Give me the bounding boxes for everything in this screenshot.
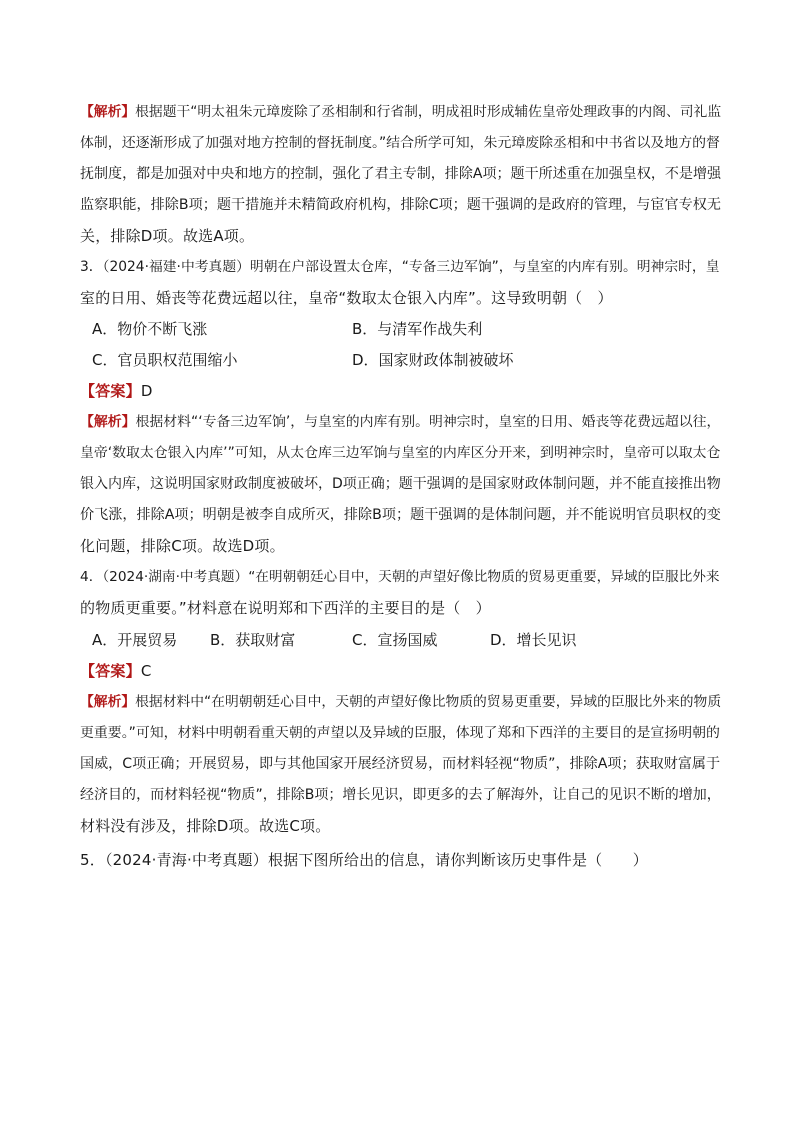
analysis-line: 化问题，排除C项。故选D项。	[80, 537, 285, 555]
option-d: D．增长见识	[490, 631, 577, 649]
question-5-stem: 5．（2024·青海·中考真题）根据下图所给出的信息，请你判断该历史事件是（ ）	[80, 851, 648, 869]
answer-line	[80, 661, 730, 681]
answer-value: D	[140, 382, 153, 400]
option-b: B．与清军作战失利	[352, 320, 483, 338]
answer-tag: 【答案】	[80, 382, 141, 400]
option-c: C．官员职权范围缩小	[92, 351, 238, 369]
analysis-line	[80, 692, 730, 712]
analysis-line: 关，排除D项。故选A项。	[80, 227, 255, 245]
analysis-text: 根据题干“明太祖朱元璋废除了丞相制和行省制，明成祖时形成辅佐皇帝处理政事的内阁、司礼监	[135, 104, 722, 120]
analysis-tag: 【解析】	[80, 104, 136, 120]
analysis-line	[80, 412, 730, 432]
analysis-line: 银入内库，这说明国家财政制度被破坏，D项正确；题干强调的是国家财政体制问题，并不能直接推出物	[80, 476, 721, 492]
analysis-line: 抚制度，都是加强对中央和地方的控制，强化了君主专制，排除A项；题干所述重在加强皇权，不是增强	[80, 166, 722, 182]
answer-line	[80, 381, 730, 401]
question-4-stem: 的物质更重要。”材料意在说明郑和下西洋的主要目的是（ ）	[80, 599, 491, 617]
analysis-tag: 【解析】	[80, 694, 136, 710]
option-c: C．宣扬国威	[352, 631, 438, 649]
option-a: A．物价不断飞涨	[92, 320, 208, 338]
analysis-text: 根据材料中“在明朝朝廷心目中，天朝的声望好像比物质的贸易更重要，异域的臣服比外来的物质	[135, 694, 722, 710]
option-a: A．开展贸易	[92, 631, 178, 649]
analysis-line: 国威，C项正确；开展贸易，即与其他国家开展经济贸易，而材料轻视“物质”，排除A项；获取财富属于	[80, 756, 721, 772]
answer-tag: 【答案】	[80, 662, 141, 680]
analysis-line: 经济目的，而材料轻视“物质”，排除B项；增长见识，即更多的去了解海外，让自己的见识不断的增加，	[80, 787, 721, 803]
analysis-line	[80, 102, 730, 122]
analysis-line: 更重要。”可知，材料中明朝看重天朝的声望以及异域的臣服，体现了郑和下西洋的主要目的是宣扬明朝的	[80, 725, 720, 741]
question-3-stem: 3．（2024·福建·中考真题）明朝在户部设置太仓库，“专备三边军饷”，与皇室的内库有别。明神宗时，皇	[80, 259, 720, 275]
analysis-tag: 【解析】	[80, 414, 136, 430]
analysis-line: 皇帝‘数取太仓银入内库’”可知，从太仓库三边军饷与皇室的内库区分开来，到明神宗时，皇帝可以取太仓	[80, 445, 721, 461]
analysis-text: 根据材料“‘专备三边军饷’，与皇室的内库有别。明神宗时，皇室的日用、婚丧等花费远超以往，	[135, 414, 721, 430]
analysis-line: 监察职能，排除B项；题干措施并未精简政府机构，排除C项；题干强调的是政府的管理，与宦官专权无	[80, 197, 722, 213]
question-4-stem: 4．（2024·湖南·中考真题）“在明朝朝廷心目中，天朝的声望好像比物质的贸易更重要，异域的臣服比外来	[80, 569, 720, 585]
analysis-line: 体制，还逐渐形成了加强对地方控制的督抚制度。”结合所学可知，朱元璋废除丞相和中书省以及地方的督	[80, 135, 720, 151]
analysis-line: 价飞涨，排除A项；明朝是被李自成所灭，排除B项；题干强调的是体制问题，并不能说明官员职权的变	[80, 507, 721, 523]
option-b: B．获取财富	[210, 631, 296, 649]
analysis-line: 材料没有涉及，排除D项。故选C项。	[80, 817, 331, 835]
answer-value: C	[140, 662, 152, 680]
question-3-stem: 室的日用、婚丧等花费远超以往，皇帝“数取太仓银入内库”。这导致明朝（ ）	[80, 289, 613, 307]
option-d: D．国家财政体制被破坏	[352, 351, 514, 369]
